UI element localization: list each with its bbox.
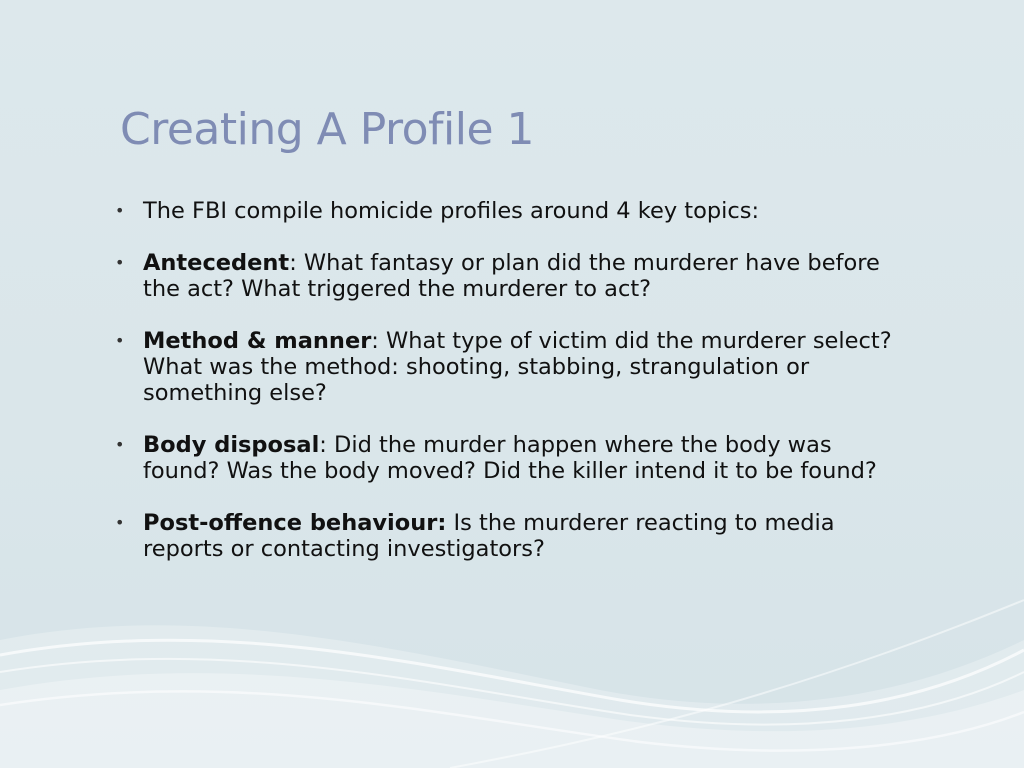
bullet-text: : What fantasy or plan did the murderer have before the act? What triggered the murderer to act? (143, 250, 880, 302)
bullet-item (113, 328, 913, 406)
bullet-text: : Did the murder happen where the body was found? Was the body moved? Did the killer intend it to be found? (143, 432, 877, 484)
bullet-lead: Antecedent (143, 250, 290, 276)
bullet-item (113, 198, 913, 224)
bullet-text: Is the murderer reacting to media reports or contacting investigators? (143, 510, 835, 562)
bullet-lead: Method & manner (143, 328, 372, 354)
bullet-lead: Body disposal (143, 432, 320, 458)
bullet-list (113, 198, 913, 588)
bullet-lead: Post-offence behaviour: (143, 510, 447, 536)
bullet-text: The FBI compile homicide profiles around 4 key topics: (143, 198, 760, 224)
bullet-item (113, 250, 913, 302)
bullet-item (113, 432, 913, 484)
bullet-item (113, 510, 913, 562)
slide-title: Creating A Profile 1 (120, 104, 535, 155)
bullet-text: : What type of victim did the murderer select? What was the method: shooting, stabbing, strangulation or something else? (143, 328, 892, 406)
